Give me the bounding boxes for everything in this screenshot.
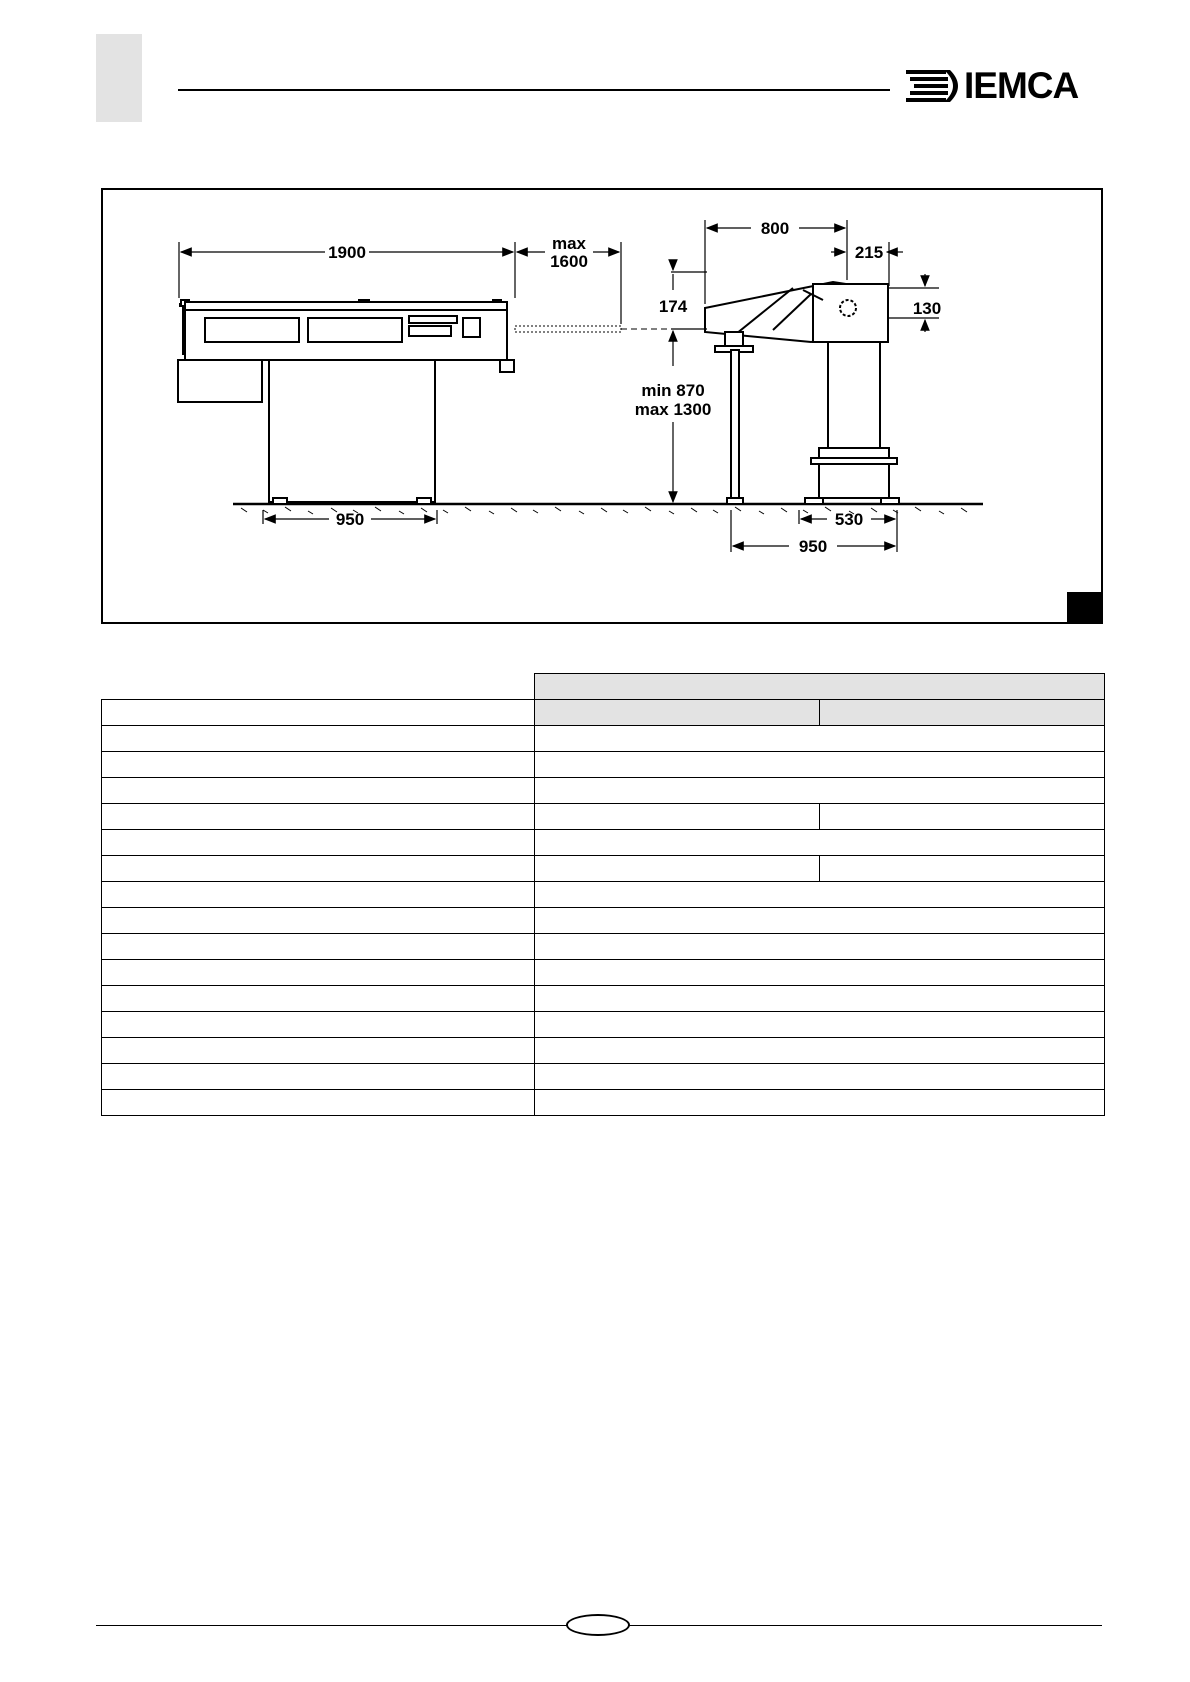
table-header-row <box>102 674 1105 700</box>
table-group-header <box>535 674 1105 700</box>
table-row <box>102 726 1105 752</box>
row-label <box>102 960 535 986</box>
table-subheader-a <box>535 700 820 726</box>
row-value-cell <box>535 778 1105 804</box>
dimension-drawing <box>101 188 1103 624</box>
row-value-cell <box>535 960 1105 986</box>
table-subheader-row <box>102 700 1105 726</box>
table-row <box>102 1090 1105 1116</box>
row-value-cell <box>820 856 1105 882</box>
table-row <box>102 1012 1105 1038</box>
table-subheader-b <box>820 700 1105 726</box>
row-value-cell <box>535 1090 1105 1116</box>
dim-800: 800 <box>760 219 790 238</box>
dim-950-left: 950 <box>335 510 365 529</box>
row-label <box>102 882 535 908</box>
row-label <box>102 1038 535 1064</box>
table-row <box>102 934 1105 960</box>
row-value-cell <box>535 882 1105 908</box>
row-label <box>102 856 535 882</box>
table-row <box>102 778 1105 804</box>
row-label <box>102 726 535 752</box>
row-label <box>102 778 535 804</box>
table-row <box>102 908 1105 934</box>
table-row <box>102 1064 1105 1090</box>
dim-1900: 1900 <box>328 243 366 262</box>
row-label <box>102 804 535 830</box>
dim-height-max: max 1300 <box>634 400 712 419</box>
spec-table <box>101 673 1105 1116</box>
row-label <box>102 986 535 1012</box>
page-number-oval <box>566 1614 630 1636</box>
row-label <box>102 934 535 960</box>
table-row <box>102 830 1105 856</box>
row-label <box>102 908 535 934</box>
table-row <box>102 960 1105 986</box>
row-value-cell <box>535 1012 1105 1038</box>
logo-text: IEMCA <box>964 65 1079 106</box>
lathe-machine <box>705 282 899 504</box>
dim-130: 130 <box>912 299 942 318</box>
dim-530: 530 <box>834 510 864 529</box>
row-value-cell <box>535 986 1105 1012</box>
table-row <box>102 986 1105 1012</box>
dim-1600: 1600 <box>550 252 588 271</box>
logo-lines-icon <box>906 70 962 102</box>
row-label <box>102 752 535 778</box>
row-value-cell <box>535 830 1105 856</box>
row-label <box>102 1012 535 1038</box>
row-value-cell <box>535 752 1105 778</box>
page-tab-marker <box>96 34 142 122</box>
row-value-cell <box>535 1064 1105 1090</box>
dim-max-label: max <box>551 234 587 253</box>
row-value-cell <box>535 856 820 882</box>
table-row <box>102 856 1105 882</box>
row-value-cell <box>535 804 820 830</box>
row-value-cell <box>535 1038 1105 1064</box>
row-label <box>102 830 535 856</box>
bar-feeder-machine <box>178 300 514 504</box>
machine-diagram <box>103 190 1105 626</box>
table-row <box>102 804 1105 830</box>
table-row <box>102 1038 1105 1064</box>
dim-215: 215 <box>854 243 884 262</box>
table-row <box>102 882 1105 908</box>
row-value-cell <box>820 804 1105 830</box>
figure-corner-marker <box>1067 592 1101 622</box>
dim-height-min: min 870 <box>641 381 705 400</box>
dim-950-right: 950 <box>798 537 828 556</box>
row-label <box>102 1090 535 1116</box>
row-value-cell <box>535 934 1105 960</box>
brand-logo <box>906 66 1098 106</box>
row-value-cell <box>535 726 1105 752</box>
dim-174: 174 <box>658 297 688 316</box>
table-row <box>102 752 1105 778</box>
row-value-cell <box>535 908 1105 934</box>
row-label <box>102 1064 535 1090</box>
header-rule <box>178 89 890 91</box>
